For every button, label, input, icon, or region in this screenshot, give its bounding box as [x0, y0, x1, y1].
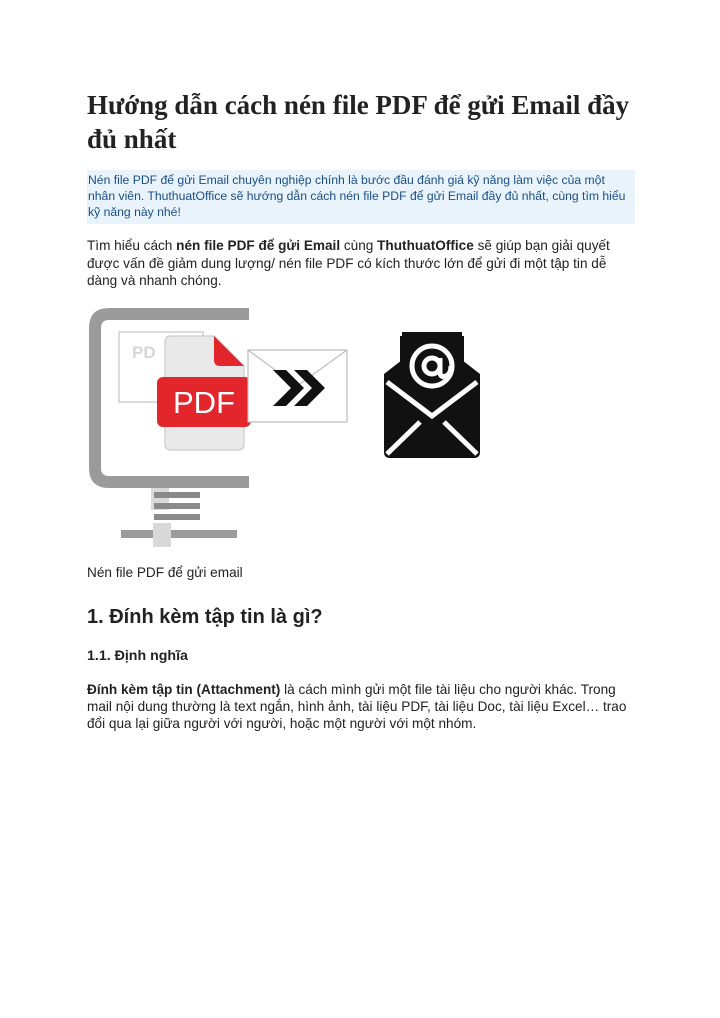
- lead-bold-2: ThuthuatOffice: [377, 238, 474, 253]
- lead-text-2: cùng: [340, 238, 378, 253]
- section-heading-1-1: 1.1. Định nghĩa: [87, 647, 188, 664]
- lead-text-3: sẽ giúp bạn giải quyết được vấn đề giảm dung lượng/ nén file PDF có kích thước lớn để gửi đi một tập tin dễ dàng và nhanh chóng.: [87, 238, 610, 288]
- lead-text-1: Tìm hiểu cách: [87, 238, 177, 253]
- definition-paragraph: [87, 681, 635, 732]
- figure-caption: Nén file PDF để gửi email: [87, 564, 243, 580]
- email-icon: [384, 332, 480, 458]
- send-arrows-icon: [248, 350, 347, 422]
- pdf-ghost-text: PD: [132, 342, 156, 362]
- definition-term: Đính kèm tập tin (Attachment): [87, 681, 281, 697]
- article: [87, 88, 635, 732]
- section-heading-1: 1. Đính kèm tập tin là gì?: [87, 605, 323, 628]
- definition-text: là cách mình gửi một file tài liệu cho người khác. Trong mail nội dung thường là text ngắn, hình ảnh, tài liệu PDF, tài liệu Doc, tài liệu Excel… trao đổi qua lại giữa người với người, hoặc một người với một nhóm.: [87, 681, 627, 731]
- illustration: [87, 302, 635, 554]
- lead-paragraph: [87, 237, 635, 290]
- pdf-to-email-illustration: [87, 302, 635, 554]
- pdf-label: PDF: [173, 384, 235, 420]
- article-title: Hướng dẫn cách nén file PDF để gửi Email đầy đủ nhất: [87, 90, 630, 154]
- intro-box: Nén file PDF để gửi Email chuyên nghiệp chính là bước đầu đánh giá kỹ năng làm việc của một nhân viên. ThuthuatOffice sẽ hướng dẫn cách nén file PDF để gửi Email đầy đủ nhất, cùng tìm hiểu kỹ năng này nhé!: [87, 170, 635, 224]
- lead-bold-1: nén file PDF để gửi Email: [176, 238, 341, 253]
